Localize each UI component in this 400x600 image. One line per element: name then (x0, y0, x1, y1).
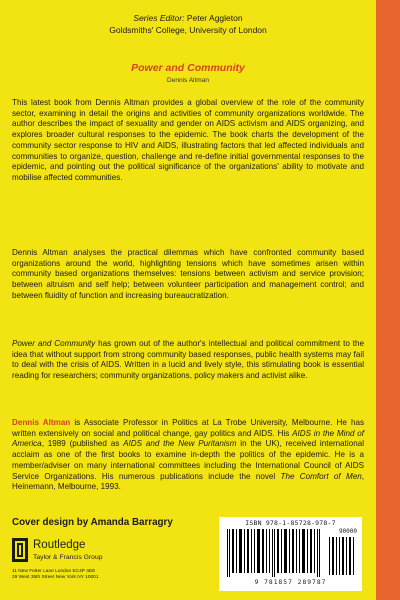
price-code: 90000 (338, 528, 357, 535)
bio-book-title: AIDS and the New Puritanism (123, 439, 237, 449)
bio-text: , 1989 (published as (41, 439, 124, 449)
series-institution: Goldsmiths' College, University of London (109, 24, 267, 35)
price-barcode-icon (329, 537, 355, 575)
ean-barcode-icon (227, 529, 323, 577)
blurb-paragraph-3 (12, 339, 364, 382)
publisher-name: Routledge (33, 539, 86, 551)
blurb-paragraph-2: Dennis Altman analyses the practical dilemmas which have confronted community based organizations around the world, highlighting tensions which have sometimes arisen within community based organizations themselves: tensions between activism and service provision; between altruism and self help; between volunteer participation and management control; and between fluidity of function and increasing bureaucratization. (12, 248, 364, 300)
book-title: Power and Community (131, 62, 245, 74)
publisher-subtitle: Taylor & Francis Group (33, 554, 103, 561)
blurb-paragraph-3-text: has grown out of the author's intellectual and political commitment to the idea that without support from strong community based responses, public health systems may fail to deal with the crisis of AIDS. Written in a lucid and lively style, this stimulating book is essential reading for researchers; community organizations, policy makers and activist alike. (12, 339, 364, 381)
publisher-address-london: 11 New Fetter Lane London EC4P 4EE (12, 569, 96, 574)
publisher-address-newyork: 29 West 35th Street New York NY 10001 (12, 575, 99, 580)
bio-book-title: AIDS in the Mind of America (12, 428, 365, 449)
cover-design-credit: Cover design by Amanda Barragry (12, 517, 173, 528)
blurb-book-title: Power and Community (12, 339, 96, 348)
series-editor-label: Series Editor: (133, 13, 185, 23)
routledge-logo-icon (12, 538, 28, 562)
isbn-number: ISBN 978-1-85728-978-7 (245, 519, 336, 527)
bio-book-title: The Comfort of Men (280, 471, 362, 481)
book-author: Dennis Altman (167, 77, 209, 84)
author-bio (12, 418, 364, 493)
bio-text: is Associate Professor in Politics at La Trobe University, Melbourne. He has written extensively on social and political change, gay politics and AIDS. His (12, 418, 364, 438)
ean-number: 9 781857 289787 (254, 579, 327, 586)
bio-text: in the UK), received international acclaim as one of the first books to examine in-depth the politics of the epidemic. He is a member/adviser on many international committees including the International Council of AIDS Service Organizations. His numerous publications include the novel (12, 439, 364, 481)
series-info (0, 13, 376, 36)
bio-text: , Heinemann, Melbourne, 1993. (12, 471, 364, 492)
series-editor-name: Peter Aggleton (186, 13, 243, 23)
bio-author-name: Dennis Altman (12, 418, 71, 427)
barcode-block (219, 517, 362, 591)
blurb-paragraph-1: This latest book from Dennis Altman provides a global overview of the role of the community sector, examining in detail the origins and activities of community organizations worldwide. The author describes the impact of sexuality and gender on AIDS activism and AIDS organizing, and explores broader cultural responses to the epidemic. The book charts the development of the community sector response to HIV and AIDS, illustrating factors that led affected individuals and communities to organize, question, challenge and re-define initial governmental responses to the epidemic, and pointing out the political significance of the organizations' ability to motivate and mobilise affected communities. (12, 98, 364, 182)
book-spine (376, 0, 400, 600)
